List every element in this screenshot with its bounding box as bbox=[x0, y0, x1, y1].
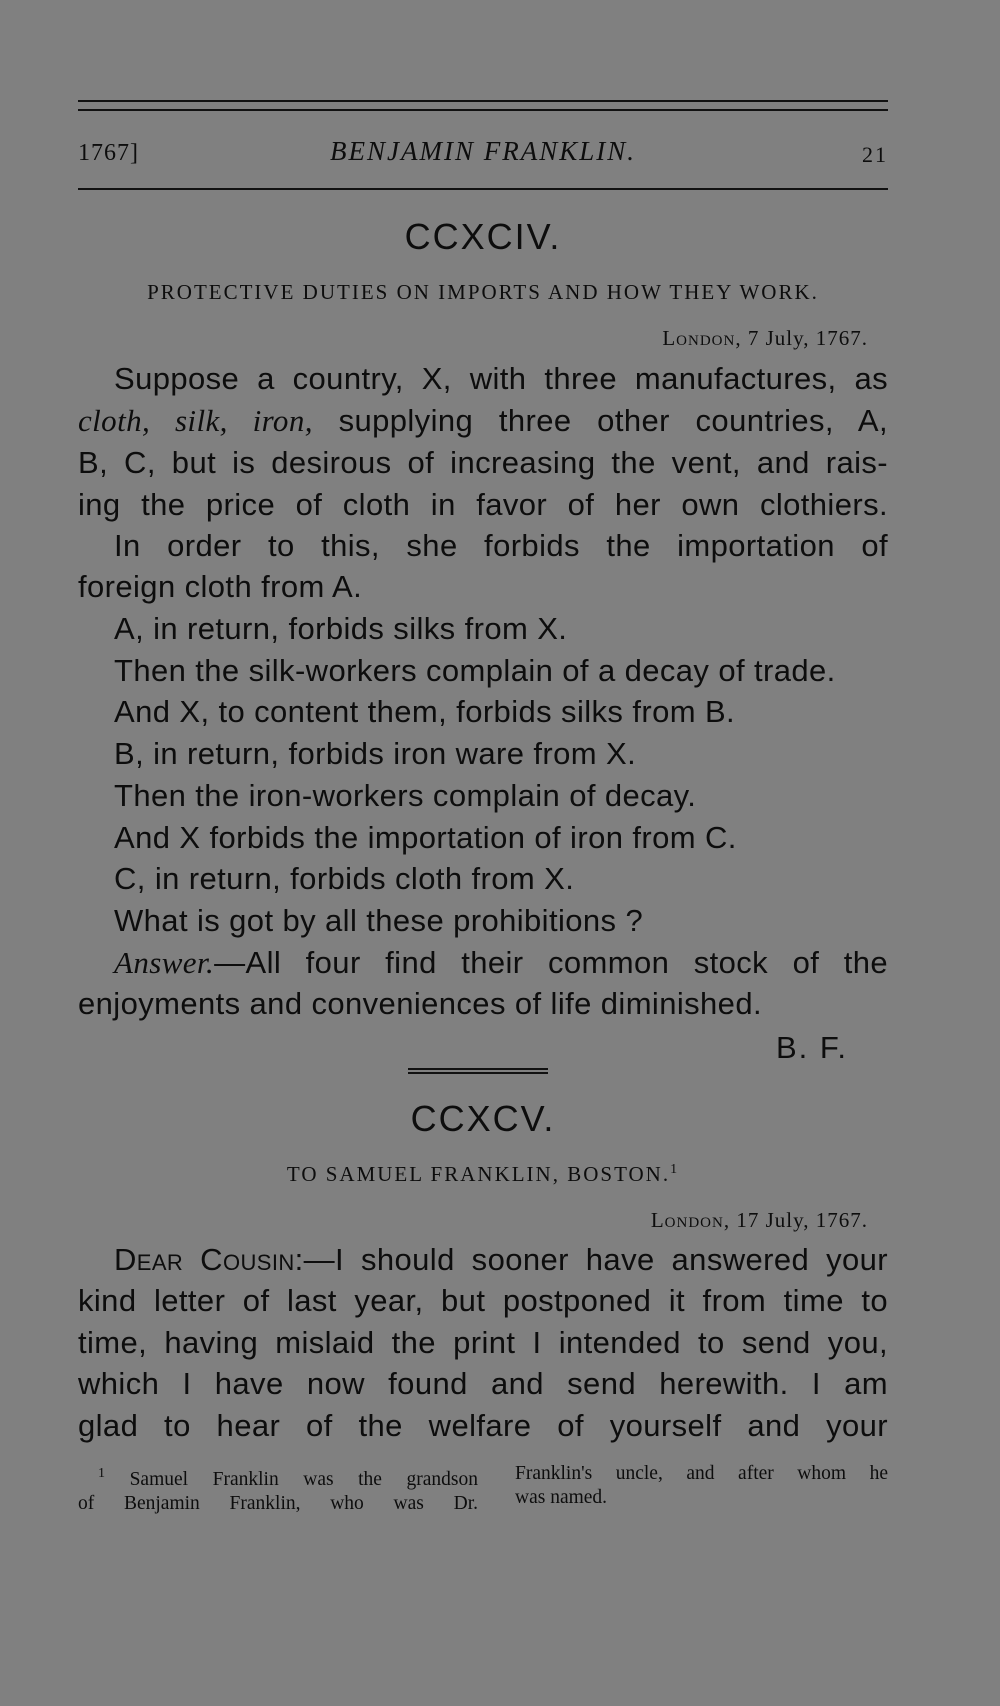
text-line: In order to this, she forbids the importation of bbox=[114, 528, 888, 563]
letter-title: PROTECTIVE DUTIES ON IMPORTS AND HOW THEY WORK. bbox=[147, 280, 819, 304]
letter-number: CCXCIV. bbox=[404, 216, 562, 257]
italic-text: Answer. bbox=[114, 945, 215, 980]
footnote-line: of Benjamin Franklin, who was Dr. bbox=[78, 1493, 478, 1514]
top-double-rule bbox=[78, 100, 888, 111]
letter-title-text: TO SAMUEL FRANKLIN, BOSTON. bbox=[286, 1162, 671, 1186]
text-line: A, in return, forbids silks from X. bbox=[114, 611, 568, 646]
text-line: glad to hear of the welfare of yourself and your bbox=[78, 1408, 888, 1443]
footnote-line bbox=[78, 1462, 478, 1492]
footnote-column-right bbox=[515, 1462, 888, 1510]
running-head bbox=[78, 136, 888, 172]
dateline-date: 17 July, 1767. bbox=[736, 1208, 868, 1232]
footnote-marker: 1 bbox=[670, 1162, 680, 1177]
signature: B. F. bbox=[775, 1030, 848, 1065]
text-fragment: —I should sooner have answered your bbox=[303, 1242, 888, 1277]
dateline-place: London, bbox=[662, 326, 742, 350]
text-line: Then the iron-workers complain of decay. bbox=[114, 778, 697, 813]
text-line: time, having mislaid the print I intended to send you, bbox=[78, 1325, 888, 1360]
text-line: kind letter of last year, but postponed it from time to bbox=[78, 1283, 888, 1318]
salutation: Dear Cousin: bbox=[114, 1242, 304, 1277]
footnote-line: was named. bbox=[515, 1487, 608, 1508]
book-page bbox=[78, 0, 888, 1706]
dateline-place: London, bbox=[650, 1208, 731, 1232]
text-line bbox=[78, 401, 888, 441]
text-line: which I have now found and send herewith. I am bbox=[78, 1366, 888, 1401]
text-line bbox=[114, 943, 888, 983]
text-fragment: —All four find their common stock of the bbox=[214, 945, 888, 980]
section-divider bbox=[408, 1068, 548, 1074]
text-fragment: supplying three other countries, A, bbox=[312, 403, 888, 438]
text-line: foreign cloth from A. bbox=[78, 569, 363, 604]
running-head-title: BENJAMIN FRANKLIN. bbox=[330, 136, 636, 166]
text-line: What is got by all these prohibitions ? bbox=[114, 903, 644, 938]
letter-number: CCXCV. bbox=[410, 1098, 556, 1139]
dateline bbox=[662, 326, 868, 351]
dateline bbox=[651, 1208, 868, 1233]
text-line: And X forbids the importation of iron from C. bbox=[114, 820, 737, 855]
text-line: Then the silk-workers complain of a decay of trade. bbox=[114, 653, 836, 688]
running-head-year: 1767] bbox=[78, 140, 139, 166]
footnote-column-left bbox=[78, 1462, 478, 1516]
text-line: Suppose a country, X, with three manufactures, as bbox=[114, 361, 888, 396]
text-line bbox=[114, 1240, 888, 1280]
page-number: 21 bbox=[862, 142, 888, 167]
letter-title bbox=[78, 1162, 888, 1187]
footnote-line: Franklin's uncle, and after whom he bbox=[515, 1463, 888, 1484]
footnote-marker: 1 bbox=[98, 1466, 105, 1481]
footnote-text: Samuel Franklin was the grandson bbox=[129, 1469, 478, 1490]
header-rule bbox=[78, 188, 888, 190]
dateline-date: 7 July, 1767. bbox=[747, 326, 868, 350]
text-line: enjoyments and conveniences of life diminished. bbox=[78, 986, 762, 1021]
text-line: B, C, but is desirous of increasing the vent, and rais- bbox=[78, 445, 888, 480]
text-line: B, in return, forbids iron ware from X. bbox=[114, 736, 637, 771]
text-line: And X, to content them, forbids silks from B. bbox=[114, 694, 736, 729]
text-line: ing the price of cloth in favor of her own clothiers. bbox=[78, 487, 888, 522]
text-line: C, in return, forbids cloth from X. bbox=[114, 861, 575, 896]
italic-text: cloth, silk, iron, bbox=[78, 403, 313, 438]
